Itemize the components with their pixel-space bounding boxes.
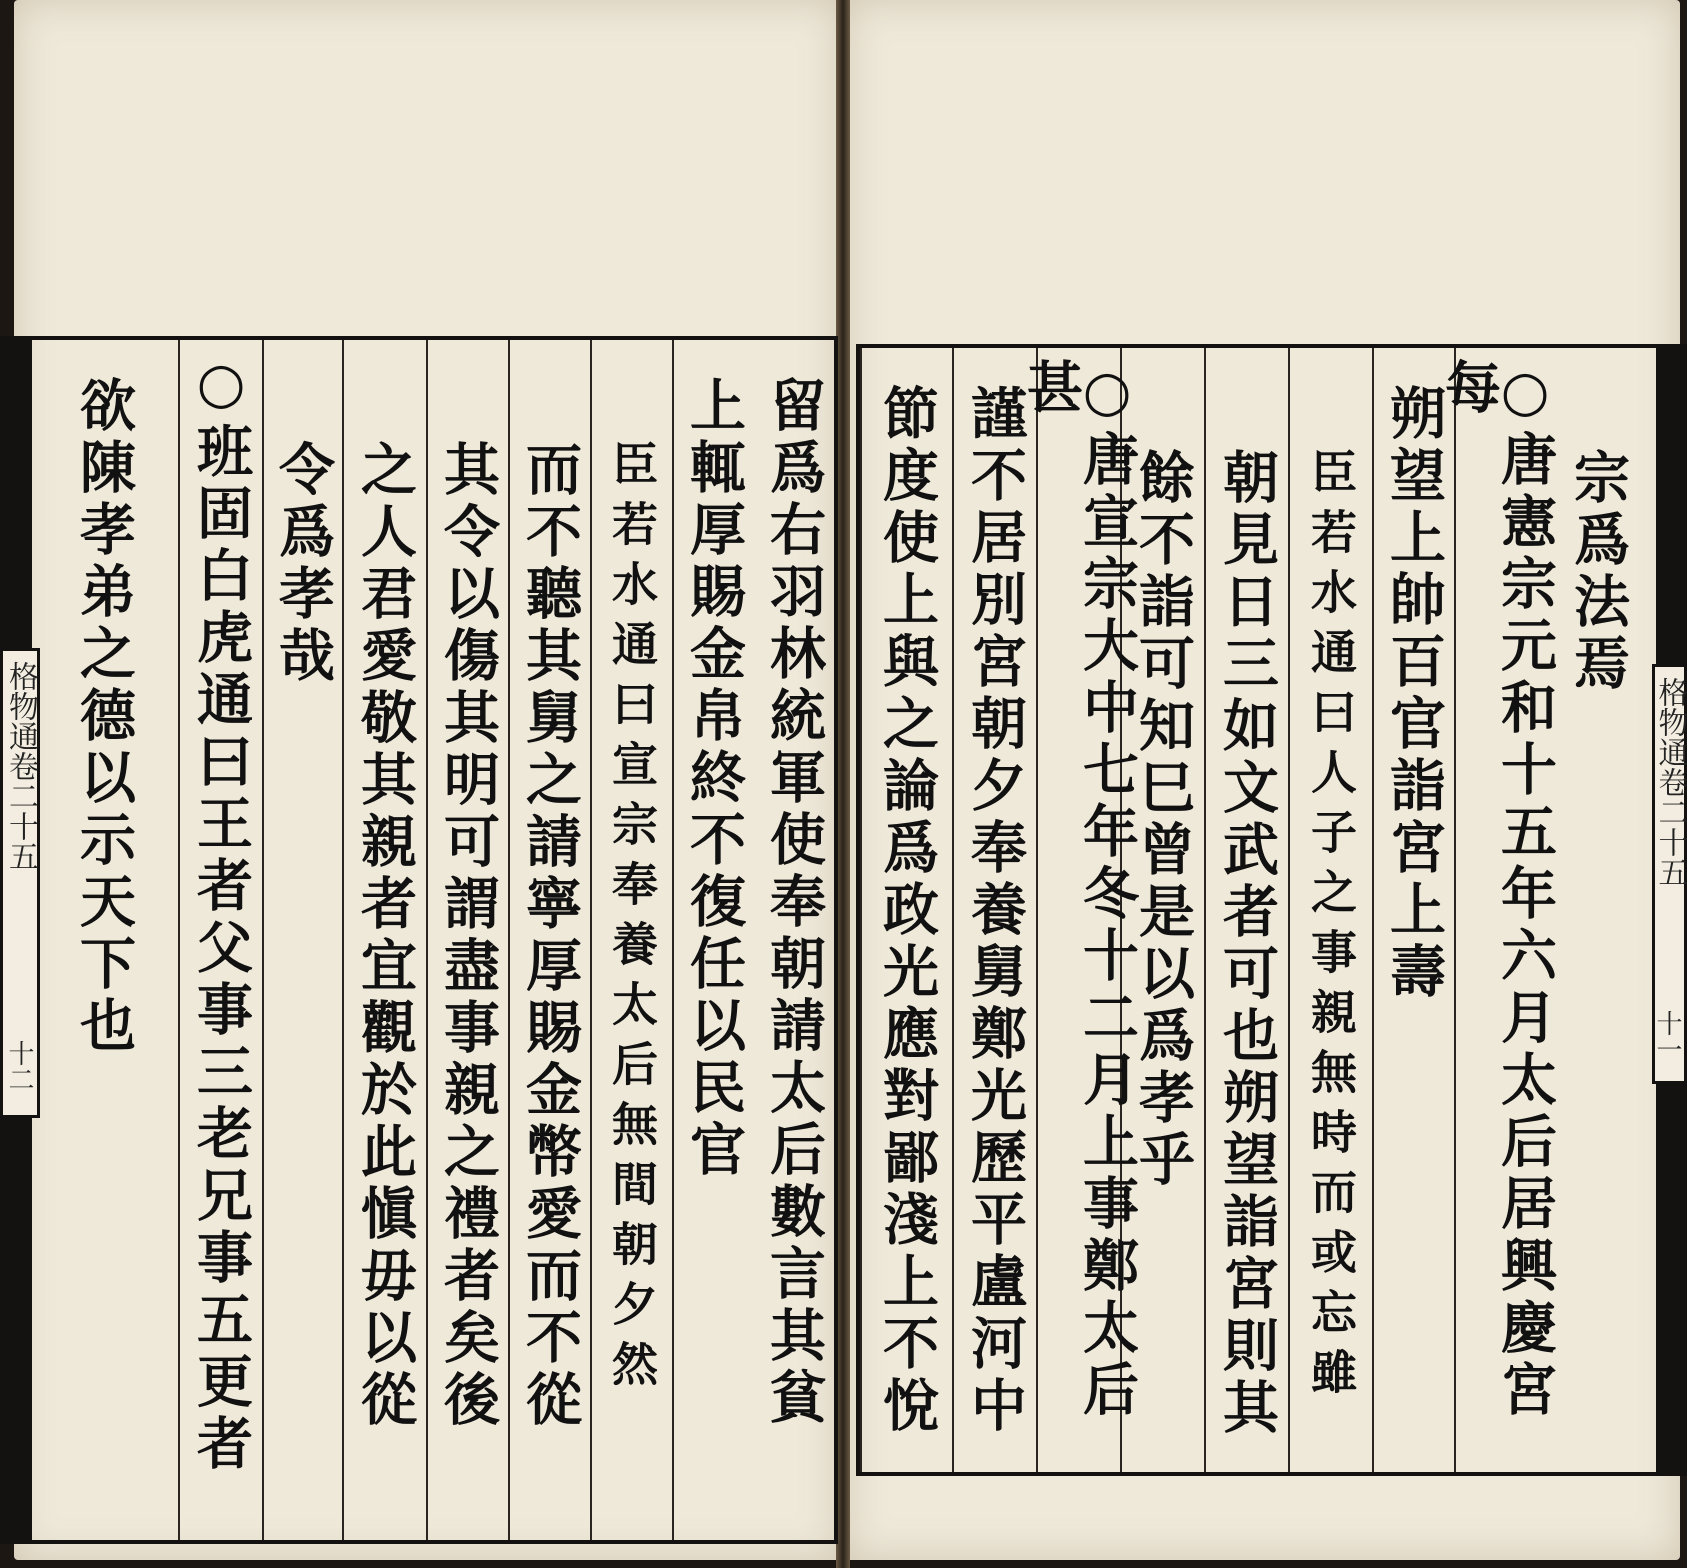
left-column-6 <box>342 340 426 1540</box>
left-column-text: 留爲右羽林統軍使奉朝請太后數言其貧 <box>761 376 827 1430</box>
left-column-text: 其令以傷其明可謂盡事親之禮者矣後 <box>435 440 501 1432</box>
left-column-text: 臣若水通曰宣宗奉養太后無間朝夕然 <box>605 440 659 1400</box>
right-column-text: ○唐宣宗大中七年冬十二月上事鄭太后甚 <box>1018 358 1140 1422</box>
right-column-4 <box>1288 348 1372 1472</box>
right-column-text: 餘不詣可知巳曾是以爲孝乎 <box>1130 448 1196 1192</box>
left-column-4 <box>508 340 590 1540</box>
right-column-text: ○唐憲宗元和十五年六月太后居興慶宮每 <box>1436 358 1558 1422</box>
right-tab-title: 格物通卷二十五 <box>1652 677 1687 887</box>
right-column-8 <box>952 348 1036 1472</box>
left-column-text: 令爲孝哉 <box>270 440 336 688</box>
right-edge-band-lower <box>1656 1084 1687 1476</box>
left-column-7 <box>262 340 342 1540</box>
left-column-text: 之人君愛敬其親者宜觀於此愼毋以從 <box>352 440 418 1432</box>
left-column-text: ○班固白虎通曰王者父事三老兄事五更者 <box>188 350 254 1476</box>
book-gutter <box>836 0 850 1568</box>
right-column-text: 朔望上帥百官詣宮上壽 <box>1381 384 1447 1004</box>
left-column-5 <box>426 340 508 1540</box>
right-page-number: 十一 <box>1652 1010 1682 1062</box>
right-edge-band <box>1656 344 1687 664</box>
left-text-frame <box>28 336 838 1544</box>
right-text-frame <box>856 344 1662 1476</box>
right-column-text: 節度使上與之論爲政光應對鄙淺上不悅 <box>874 384 940 1438</box>
right-column-3 <box>1372 348 1454 1472</box>
left-column-8 <box>178 340 262 1540</box>
left-column-9 <box>28 340 178 1540</box>
right-column-text: 臣若水通曰人子之事親無時而或忘雖 <box>1304 448 1358 1408</box>
left-edge-band <box>0 336 30 648</box>
right-column-7 <box>1018 348 1140 1472</box>
right-column-2 <box>1436 348 1558 1472</box>
right-column-9 <box>860 348 952 1472</box>
left-column-1 <box>754 340 834 1540</box>
left-column-text: 上輒厚賜金帛終不復任以民官 <box>681 376 747 1182</box>
right-column-text: 宗爲法焉 <box>1565 448 1631 696</box>
right-column-5 <box>1204 348 1288 1472</box>
left-column-2 <box>672 340 754 1540</box>
left-page-number: 十二 <box>4 1040 34 1092</box>
left-column-3 <box>590 340 672 1540</box>
right-column-text: 朝見日三如文武者可也朔望詣宮則其 <box>1214 448 1280 1440</box>
left-tab-title: 格物通卷二十五 <box>3 661 38 871</box>
left-edge-band-lower <box>0 1118 30 1544</box>
left-column-text: 欲陳孝弟之德以示天下也 <box>71 376 137 1058</box>
right-column-text: 謹不居別宮朝夕奉養舅鄭光歷平盧河中 <box>962 384 1028 1438</box>
left-column-text: 而不聽其舅之請寧厚賜金幣愛而不從 <box>517 440 583 1432</box>
